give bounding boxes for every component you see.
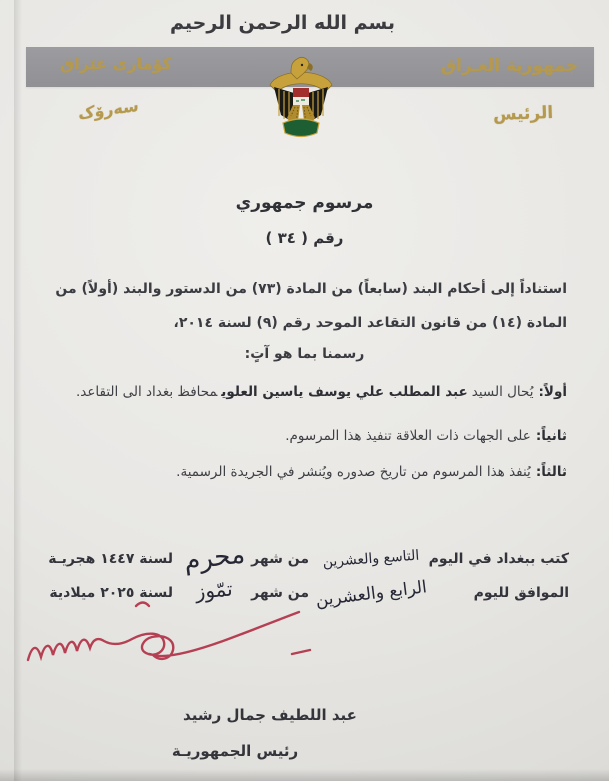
basmala-calligraphy: بسم الله الرحمن الرحيم: [170, 12, 395, 34]
article-second-label: ثانياً:: [535, 428, 567, 444]
preamble-line-1: استناداً إلى أحكام البند (سابعاً) من المادة (٧٣) من الدستور والبند (أولاً) من: [55, 281, 567, 297]
article-first-text-after: محافظ بغداد الى التقاعد.: [75, 384, 218, 400]
written-in-baghdad-text: كتب ببغداد في اليوم: [428, 551, 569, 567]
article-third-label: ثالثاً:: [535, 464, 567, 480]
preamble-line-2: المادة (١٤) من قانون التقاعد الموحد رقم (٩) لسنة ٢٠١٤،: [173, 315, 567, 331]
article-first-text-before: يُحال السيد: [471, 384, 534, 400]
gregorian-month-handwritten: تمّوز: [194, 576, 234, 604]
republic-of-iraq-kurdish-label: كۆماری عێراق: [60, 54, 172, 73]
gregorian-day-handwritten: الرابع والعشرين: [314, 577, 428, 611]
president-name: عبد اللطيف جمال رشيد: [183, 706, 357, 724]
hijri-day-handwritten: التاسع والعشرين: [322, 547, 420, 571]
decree-article-second: [281, 428, 567, 444]
article-first-label: أولاً:: [538, 384, 567, 400]
president-title: رئيس الجمهوريـة: [171, 742, 299, 760]
of-month-text-2: من شهر: [251, 585, 309, 601]
corresponding-to-text: الموافق لليوم: [473, 585, 569, 601]
retiree-name: عبد المطلب علي يوسف ياسين العلوي: [221, 384, 468, 400]
decree-intro-line: رسمنا بما هو آتٍ:: [244, 346, 365, 362]
article-third-text: يُنفذ هذا المرسوم من تاريخ صدوره ويُنشر في الجريدة الرسمية.: [176, 464, 531, 480]
decree-number: رقم ( ٣٤ ): [265, 229, 344, 247]
iraq-coat-of-arms-icon: [266, 55, 336, 145]
decree-article-first: [72, 384, 567, 400]
republic-of-iraq-arabic-label: جمهورية العـراق: [440, 56, 578, 76]
decree-article-third: [172, 464, 567, 480]
gregorian-year-text: لسنة ٢٠٢٥ ميلادية: [49, 585, 173, 601]
president-signature-ink: [18, 596, 358, 678]
president-kurdish-label: سەرۆک: [77, 95, 140, 124]
president-arabic-label: الرئيس: [492, 102, 554, 126]
hijri-year-text: لسنة ١٤٤٧ هجريـة: [48, 551, 173, 567]
of-month-text-1: من شهر: [251, 551, 309, 567]
hijri-date-line: [47, 539, 569, 577]
article-second-text: على الجهات ذات العلاقة تنفيذ هذا المرسوم.: [285, 428, 531, 444]
decree-title: مرسوم جمهوري: [235, 193, 374, 213]
hijri-month-handwritten: محرم: [182, 539, 247, 577]
